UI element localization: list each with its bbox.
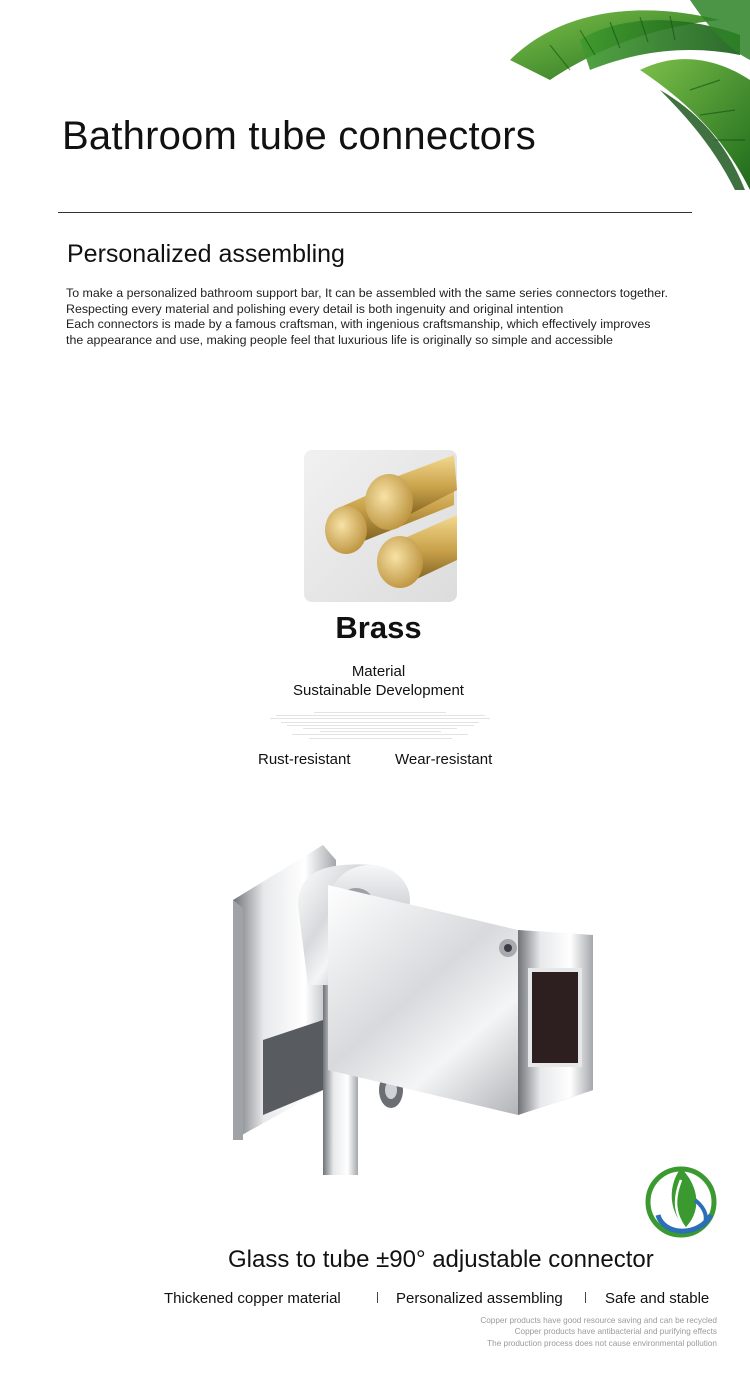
eco-leaf-icon [643,1160,719,1240]
tag-separator [585,1292,586,1303]
connector-product-image [228,840,600,1180]
feature-wear-resistant: Wear-resistant [395,751,493,768]
tag-safe: Safe and stable [605,1290,710,1307]
page-title: Bathroom tube connectors [62,114,536,158]
material-title: Brass [335,610,422,645]
material-subtitle [0,662,750,700]
product-name: Glass to tube ±90° adjustable connector [228,1246,654,1273]
brass-rods-image [304,450,457,602]
divider [58,212,692,213]
material-label: Material [351,663,406,680]
section-heading: Personalized assembling [67,240,345,268]
intro-line: Each connectors is made by a famous craftsman, with ingenious craftsmanship, which effectively improves [66,317,651,332]
tag-separator [377,1292,378,1303]
intro-line: the appearance and use, making people feel that luxurious life is originally so simple and accessible [66,332,613,347]
material-sub: Sustainable Development [293,682,464,699]
brass-rods-icon [304,450,457,602]
note-line: Copper products have good resource saving and can be recycled [480,1316,717,1325]
product-notes [387,1315,717,1349]
intro-line: Respecting every material and polishing every detail is both ingenuity and original intention [66,301,564,316]
note-line: The production process does not cause environmental pollution [487,1338,717,1348]
feature-rust-resistant: Rust-resistant [258,751,351,768]
tag-copper: Thickened copper material [164,1290,341,1307]
intro-line: To make a personalized bathroom support bar, It can be assembled with the same series connectors together. [66,286,668,300]
note-line: Copper products have antibacterial and purifying effects [514,1327,717,1337]
tag-assembling: Personalized assembling [396,1290,563,1307]
faint-text-lines [270,712,490,741]
intro-text [66,286,706,348]
palm-leaves-icon [490,0,750,200]
